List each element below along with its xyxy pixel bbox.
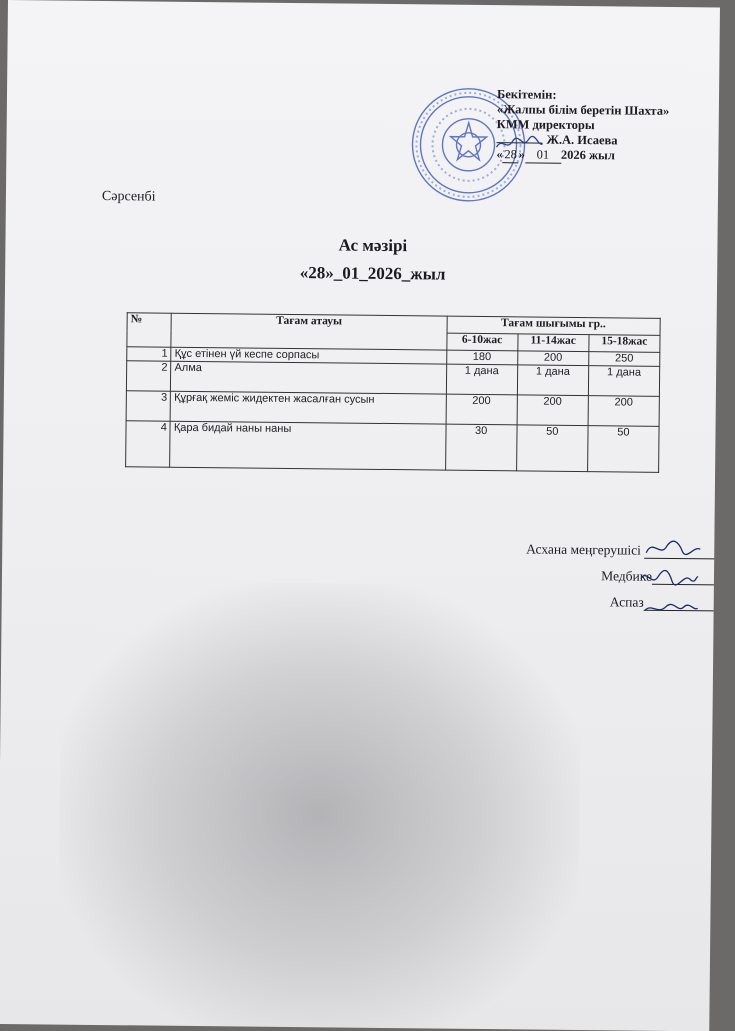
yield-15-18: 50 [587, 426, 659, 473]
yield-15-18: 1 дана [588, 366, 659, 397]
yield-6-10: 200 [446, 394, 517, 425]
approval-date-day: 28 [503, 147, 519, 163]
director-name: Ж.А. Исаева [546, 132, 618, 148]
nurse-handwritten-signature-icon [638, 567, 700, 590]
approval-date-year: 2026 жыл [560, 147, 615, 163]
yield-11-14: 200 [517, 351, 588, 366]
approval-heading: Бекітемін: [496, 87, 557, 102]
yield-6-10: 180 [446, 350, 517, 365]
row-number: 3 [126, 391, 171, 421]
dish-name: Құрғақ жеміс жидектен жасалған сусын [170, 391, 446, 424]
cook-label: Аспаз [609, 594, 644, 610]
nurse-label: Медбике [601, 568, 653, 584]
canteen-head-handwritten-signature-icon [642, 537, 702, 560]
yield-15-18: 250 [589, 352, 660, 367]
school-name: «Жалпы білім беретін Шахта» [496, 102, 670, 118]
dish-name: Алма [171, 361, 447, 394]
approval-date-month: 01 [525, 147, 561, 163]
column-header-dish-name: Тағам атауы [171, 313, 447, 350]
column-header-number: № [127, 313, 172, 347]
yield-11-14: 200 [517, 395, 588, 426]
table-header-row [127, 313, 660, 336]
row-number: 1 [127, 347, 171, 361]
director-position: КММ директоры [496, 117, 595, 133]
table-row [126, 421, 659, 473]
menu-table [125, 312, 661, 473]
weekday-label: Сәрсенбі [101, 188, 156, 205]
row-number: 4 [126, 421, 171, 467]
dish-name: Құс етінен үй кеспе сорпасы [171, 347, 446, 364]
cook-handwritten-signature-icon [642, 599, 700, 620]
approval-block [496, 87, 717, 165]
canteen-head-label: Асхана меңгерушісі [526, 541, 641, 558]
menu-title: Ас мәзірі [338, 235, 408, 256]
photo-shadow [57, 581, 582, 1031]
approval-date: « 28 » 01 2026 жыл [496, 147, 615, 163]
column-header-yield: Тағам шығымы гр.. [447, 316, 661, 335]
column-header-age-6-10: 6-10жас [446, 333, 517, 351]
column-header-age-11-14: 11-14жас [518, 334, 589, 352]
row-number: 2 [126, 361, 171, 391]
yield-11-14: 1 дана [517, 365, 588, 396]
yield-11-14: 50 [516, 425, 588, 472]
menu-date: «28»_01_2026_жыл [299, 263, 446, 284]
director-signature-icon [494, 133, 544, 154]
yield-6-10: 1 дана [446, 364, 517, 395]
yield-15-18: 200 [588, 396, 659, 427]
dish-name: Қара бидай наны наны [170, 421, 446, 470]
column-header-age-15-18: 15-18жас [589, 335, 660, 353]
yield-6-10: 30 [445, 424, 517, 471]
